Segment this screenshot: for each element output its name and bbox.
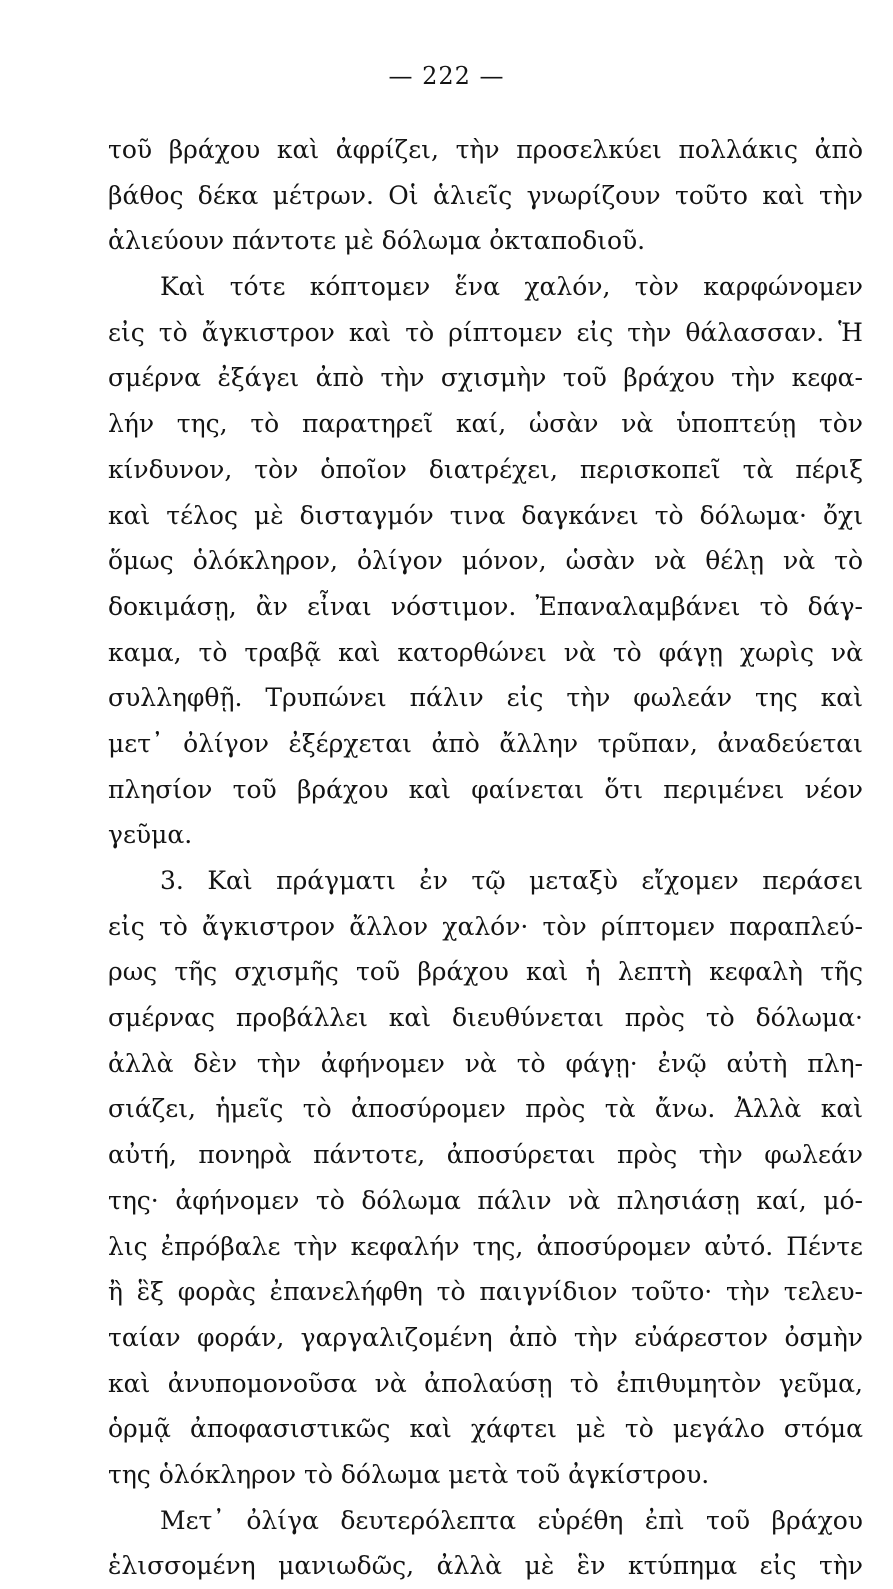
text-line: καμα, τὸ τραβᾷ καὶ κατορθώνει νὰ τὸ φάγῃ χωρὶς νὰ bbox=[108, 637, 863, 667]
text-line: σμέρνα ἐξάγει ἀπὸ τὴν σχισμὴν τοῦ βράχου τὴν κεφα- bbox=[108, 363, 863, 393]
text-line: καὶ τέλος μὲ δισταγμόν τινα δαγκάνει τὸ δόλωμα· ὄχι bbox=[108, 500, 863, 530]
text-line: συλληφθῇ. Τρυπώνει πάλιν εἰς τὴν φωλεάν της καὶ bbox=[108, 683, 863, 713]
text-line: της· ἀφήνομεν τὸ δόλωμα πάλιν νὰ πλησιάσῃ καί, μό- bbox=[108, 1185, 863, 1215]
text-line: ταίαν φοράν, γαργαλιζομένη ἀπὸ τὴν εὐάρεστον ὀσμὴν bbox=[108, 1322, 863, 1352]
text-line: Μετ᾽ ὀλίγα δευτερόλεπτα εὑρέθη ἐπὶ τοῦ βράχου bbox=[160, 1505, 863, 1535]
text-line: ὁρμᾷ ἀποφασιστικῶς καὶ χάφτει μὲ τὸ μεγάλο στόμα bbox=[108, 1414, 863, 1444]
page-number: — 222 — bbox=[388, 62, 505, 90]
text-body bbox=[108, 127, 863, 1589]
text-line: πλησίον τοῦ βράχου καὶ φαίνεται ὅτι περιμένει νέον bbox=[108, 774, 863, 804]
text-line: λήν της, τὸ παρατηρεῖ καί, ὡσὰν νὰ ὑποπτεύῃ τὸν bbox=[108, 409, 863, 439]
text-line: λις ἐπρόβαλε τὴν κεφαλήν της, ἀποσύρομεν αὐτό. Πέντε bbox=[108, 1231, 863, 1261]
text-line: σιάζει, ἡμεῖς τὸ ἀποσύρομεν πρὸς τὰ ἄνω. Ἀλλὰ καὶ bbox=[108, 1094, 863, 1124]
text-line: ἑλισσομένη μανιωδῶς, ἀλλὰ μὲ ἓν κτύπημα εἰς τὴν bbox=[108, 1551, 863, 1581]
text-line: τοῦ βράχου καὶ ἀφρίζει, τὴν προσελκύει πολλάκις ἀπὸ bbox=[108, 135, 863, 164]
text-line: ὅμως ὁλόκληρον, ὀλίγον μόνον, ὡσὰν νὰ θέλῃ νὰ τὸ bbox=[108, 546, 863, 576]
text-line: ρως τῆς σχισμῆς τοῦ βράχου καὶ ἡ λεπτὴ κεφαλὴ τῆς bbox=[108, 957, 863, 987]
text-line: της ὁλόκληρον τὸ δόλωμα μετὰ τοῦ ἀγκίστρου. bbox=[108, 1459, 710, 1489]
text-line: Καὶ τότε κόπτομεν ἕνα χαλόν, τὸν καρφώνομεν bbox=[160, 272, 863, 302]
text-line: 3. Καὶ πράγματι ἐν τῷ μεταξὺ εἴχομεν περάσει bbox=[160, 866, 863, 895]
text-line: ἁλιεύουν πάντοτε μὲ δόλωμα ὀκταποδιοῦ. bbox=[108, 226, 646, 256]
text-line: βάθος δέκα μέτρων. Οἱ ἁλιεῖς γνωρίζουν τοῦτο καὶ τὴν bbox=[108, 180, 863, 210]
text-line: αὐτή, πονηρὰ πάντοτε, ἀποσύρεται πρὸς τὴν φωλεάν bbox=[108, 1140, 863, 1170]
text-line: σμέρνας προβάλλει καὶ διευθύνεται πρὸς τὸ δόλωμα· bbox=[108, 1003, 863, 1033]
text-line: εἰς τὸ ἄγκιστρον ἄλλον χαλόν· τὸν ρίπτομεν παραπλεύ- bbox=[108, 911, 863, 941]
text-line: καὶ ἀνυπομονοῦσα νὰ ἀπολαύσῃ τὸ ἐπιθυμητὸν γεῦμα, bbox=[108, 1368, 863, 1398]
text-line: δοκιμάσῃ, ἂν εἶναι νόστιμον. Ἐπαναλαμβάνει τὸ δάγ- bbox=[108, 591, 863, 621]
text-line: γεῦμα. bbox=[108, 820, 193, 850]
text-line: μετ᾽ ὀλίγον ἐξέρχεται ἀπὸ ἄλλην τρῦπαν, ἀναδεύεται bbox=[108, 728, 863, 758]
text-line: ἀλλὰ δὲν τὴν ἀφήνομεν νὰ τὸ φάγῃ· ἐνῷ αὐτὴ πλη- bbox=[108, 1048, 863, 1078]
text-line: κίνδυνον, τὸν ὁποῖον διατρέχει, περισκοπεῖ τὰ πέριξ bbox=[108, 454, 863, 484]
text-line: εἰς τὸ ἄγκιστρον καὶ τὸ ρίπτομεν εἰς τὴν θάλασσαν. Ἡ bbox=[108, 317, 863, 347]
text-line: ἢ ἓξ φορὰς ἐπανελήφθη τὸ παιγνίδιον τοῦτο· τὴν τελευ- bbox=[108, 1277, 863, 1307]
